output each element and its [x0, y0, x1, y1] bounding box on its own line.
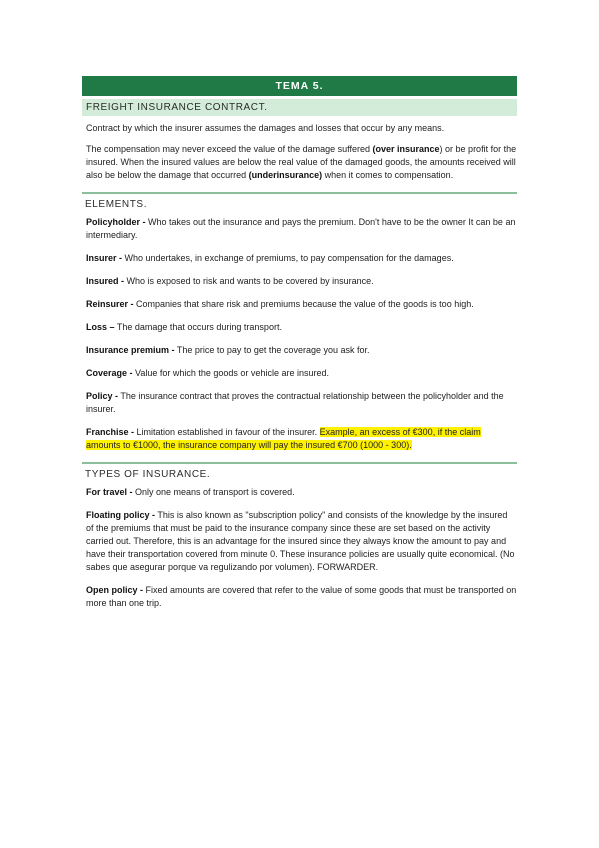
document-title: TEMA 5.: [82, 76, 517, 96]
section-heading-freight: FREIGHT INSURANCE CONTRACT.: [82, 99, 517, 116]
definition-insured: [82, 275, 517, 288]
section-heading-types: TYPES OF INSURANCE.: [82, 462, 517, 481]
section-heading-elements: ELEMENTS.: [82, 192, 517, 211]
document-page: [82, 76, 517, 610]
text-run: The compensation may never exceed the value of the damage suffered: [86, 144, 373, 154]
definition-text: This is also known as "subscription policy" and consists of the knowledge by the insured of the premiums that must be paid to the insurance company since these are set based on the activity carried out. Therefore, this is an advantage for the insured since they always know the amount to pay and have their transportation covered from minute 0. These insurance policies are usually quite economical. (No sabes que asegurar porque va regulizando por volumen). FORWARDER.: [86, 510, 515, 572]
definition-term: Coverage -: [86, 368, 133, 378]
definition-term: For travel -: [86, 487, 133, 497]
definition-coverage: [82, 367, 517, 380]
definition-floating-policy: [82, 509, 517, 574]
definition-text: The price to pay to get the coverage you ask for.: [174, 345, 370, 355]
definition-policyholder: [82, 216, 517, 242]
definition-term: Open policy -: [86, 585, 144, 595]
definition-policy: [82, 390, 517, 416]
definition-text: Limitation established in favour of the insurer.: [134, 427, 320, 437]
definition-term: Insured -: [86, 276, 125, 286]
definition-text: Fixed amounts are covered that refer to the value of some goods that must be transported on more than one trip.: [86, 585, 517, 608]
definition-reinsurer: [82, 298, 517, 311]
definition-text: The damage that occurs during transport.: [114, 322, 282, 332]
definition-open-policy: [82, 584, 517, 610]
definition-term: Policy -: [86, 391, 119, 401]
definition-text: Who undertakes, in exchange of premiums, to pay compensation for the damages.: [122, 253, 454, 263]
text-run: when it comes to compensation.: [322, 170, 454, 180]
definition-franchise: [82, 426, 517, 452]
freight-paragraph-1: Contract by which the insurer assumes the damages and losses that occur by any means.: [86, 123, 445, 133]
freight-paragraph-2: [82, 143, 517, 182]
definition-term: Policyholder -: [86, 217, 146, 227]
definition-term: Loss –: [86, 322, 115, 332]
definition-term: Insurer -: [86, 253, 123, 263]
definition-insurer: [82, 252, 517, 265]
definition-text: Who is exposed to risk and wants to be covered by insurance.: [124, 276, 374, 286]
definition-text: Companies that share risk and premiums because the value of the goods is too high.: [133, 299, 474, 309]
definition-insurance-premium: [82, 344, 517, 357]
definition-text: Value for which the goods or vehicle are insured.: [132, 368, 329, 378]
definition-text: Only one means of transport is covered.: [132, 487, 295, 497]
definition-term: Insurance premium -: [86, 345, 175, 355]
highlighted-example: Example, an excess of €300, if the claim amounts to €1000, the insurance company will pay the insured €700 (1000 - 300).: [86, 427, 481, 450]
definition-term: Reinsurer -: [86, 299, 134, 309]
term-over-insurance: (over insurance: [372, 144, 440, 154]
term-underinsurance: (underinsurance): [248, 170, 323, 180]
definition-text: Who takes out the insurance and pays the premium. Don't have to be the owner It can be an intermediary.: [86, 217, 516, 240]
definition-text: The insurance contract that proves the contractual relationship between the policyholder and the insurer.: [86, 391, 504, 414]
definition-term: Franchise -: [86, 427, 135, 437]
definition-for-travel: [82, 486, 517, 499]
text-run: ) or be profit for the insured. When the insured values are below the real value of the damaged goods, the amounts received will also be below the damage that occurred: [86, 144, 517, 180]
definition-term: Floating policy -: [86, 510, 155, 520]
definition-loss: [82, 321, 517, 334]
